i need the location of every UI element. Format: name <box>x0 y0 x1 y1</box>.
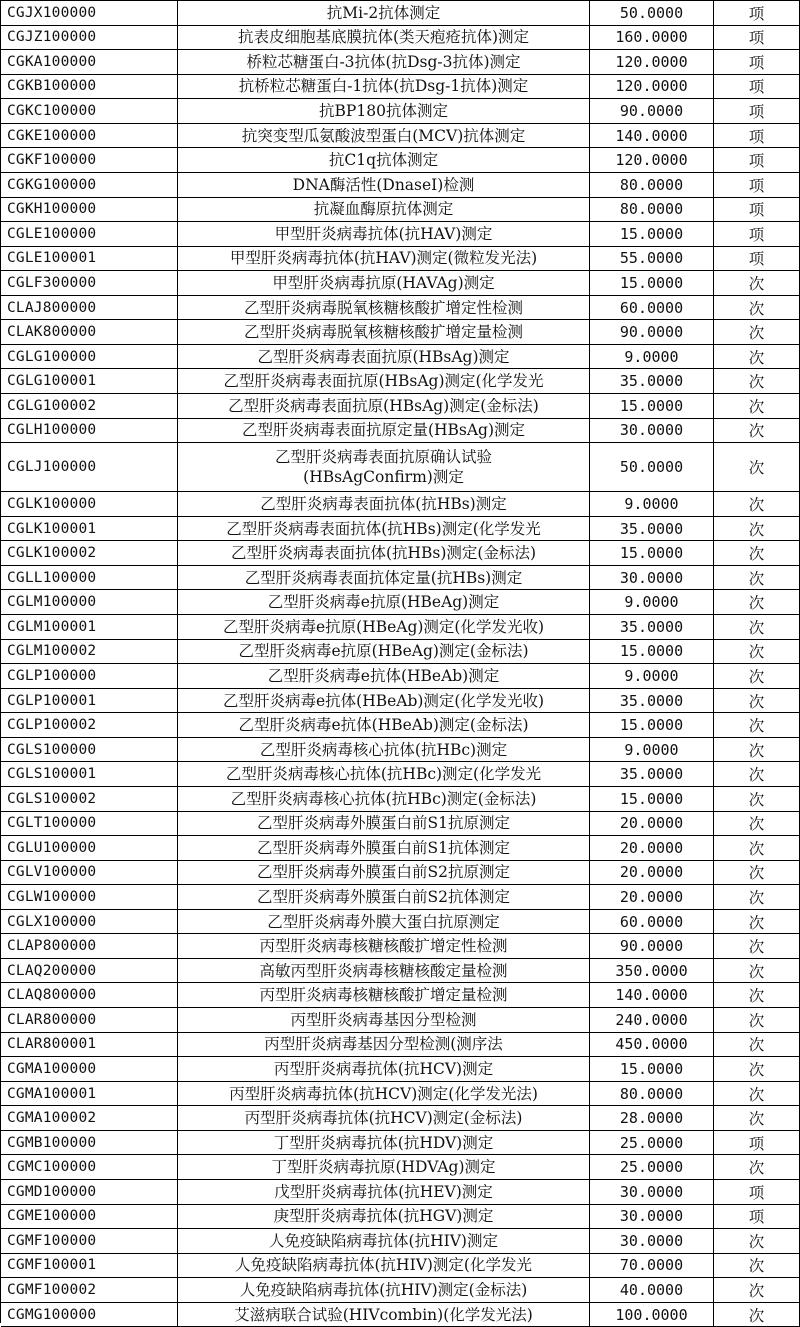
item-price: 60.0000 <box>590 910 714 934</box>
item-unit: 次 <box>714 1082 800 1106</box>
item-unit: 次 <box>714 517 800 541</box>
item-price: 15.0000 <box>590 222 714 246</box>
table-row <box>1 1008 800 1033</box>
item-name: 桥粒芯糖蛋白-3抗体(抗Dsg-3抗体)测定 <box>178 50 590 74</box>
item-price: 140.0000 <box>590 983 714 1007</box>
item-name-line: 乙型肝炎病毒表面抗原确认试验 <box>274 448 492 467</box>
item-code: CGLK100001 <box>1 517 178 541</box>
item-price: 80.0000 <box>590 173 714 197</box>
item-name: 乙型肝炎病毒表面抗原(HBsAg)测定(化学发光 <box>178 369 590 393</box>
item-name: 乙型肝炎病毒e抗体(HBeAb)测定(化学发光收) <box>178 689 590 713</box>
item-code: CGMA100000 <box>1 1057 178 1081</box>
item-code: CGLW100000 <box>1 885 178 909</box>
item-name: 乙型肝炎病毒表面抗原定量(HBsAg)测定 <box>178 419 590 443</box>
item-code: CGMF100001 <box>1 1254 178 1278</box>
item-unit: 次 <box>714 566 800 590</box>
table-row <box>1 762 800 787</box>
item-price: 30.0000 <box>590 1205 714 1229</box>
item-unit: 次 <box>714 419 800 443</box>
item-price: 15.0000 <box>590 787 714 811</box>
item-name: 丙型肝炎病毒抗体(抗HCV)测定(化学发光法) <box>178 1082 590 1106</box>
table-row <box>1 836 800 861</box>
item-unit: 项 <box>714 222 800 246</box>
item-price: 140.0000 <box>590 124 714 148</box>
table-row <box>1 394 800 419</box>
item-code: CGMD100000 <box>1 1180 178 1204</box>
item-unit: 项 <box>714 26 800 50</box>
item-price: 9.0000 <box>590 345 714 369</box>
item-name: 抗桥粒芯糖蛋白-1抗体(抗Dsg-1抗体)测定 <box>178 75 590 99</box>
item-code: CLAJ800000 <box>1 296 178 320</box>
item-code: CGLM100001 <box>1 615 178 639</box>
table-row <box>1 1205 800 1230</box>
item-code: CGJZ100000 <box>1 26 178 50</box>
item-code: CGKE100000 <box>1 124 178 148</box>
item-price: 30.0000 <box>590 1180 714 1204</box>
item-code: CGLG100001 <box>1 369 178 393</box>
item-price: 15.0000 <box>590 271 714 295</box>
table-row <box>1 959 800 984</box>
table-row <box>1 1033 800 1058</box>
item-code: CGLG100002 <box>1 394 178 418</box>
item-code: CGMC100000 <box>1 1155 178 1179</box>
item-name: 乙型肝炎病毒核心抗体(抗HBc)测定 <box>178 738 590 762</box>
table-row <box>1 419 800 444</box>
item-name: 乙型肝炎病毒e抗体(HBeAb)测定(金标法) <box>178 713 590 737</box>
item-code: CGLE100001 <box>1 247 178 271</box>
item-price: 35.0000 <box>590 615 714 639</box>
table-row <box>1 934 800 959</box>
item-price: 28.0000 <box>590 1106 714 1130</box>
item-price: 60.0000 <box>590 296 714 320</box>
item-price: 100.0000 <box>590 1303 714 1327</box>
item-name: 甲型肝炎病毒抗原(HAVAg)测定 <box>178 271 590 295</box>
item-price: 350.0000 <box>590 959 714 983</box>
item-name: 乙型肝炎病毒脱氧核糖核酸扩增定性检测 <box>178 296 590 320</box>
table-row <box>1 345 800 370</box>
item-price: 9.0000 <box>590 492 714 516</box>
item-price: 20.0000 <box>590 812 714 836</box>
table-row <box>1 1057 800 1082</box>
item-unit: 次 <box>714 1033 800 1057</box>
table-row <box>1 1155 800 1180</box>
item-unit: 次 <box>714 1254 800 1278</box>
item-name: 庚型肝炎病毒抗体(抗HGV)测定 <box>178 1205 590 1229</box>
item-code: CLAR800000 <box>1 1008 178 1032</box>
item-price: 80.0000 <box>590 198 714 222</box>
item-code: CGME100000 <box>1 1205 178 1229</box>
item-unit: 次 <box>714 861 800 885</box>
table-row <box>1 738 800 763</box>
table-row <box>1 713 800 738</box>
item-name: 艾滋病联合试验(HIVcombin)(化学发光法) <box>178 1303 590 1327</box>
table-row <box>1 173 800 198</box>
item-name: 丁型肝炎病毒抗体(抗HDV)测定 <box>178 1131 590 1155</box>
item-name: 抗凝血酶原抗体测定 <box>178 198 590 222</box>
item-unit: 项 <box>714 1131 800 1155</box>
item-price: 50.0000 <box>590 1 714 25</box>
item-name: 抗Mi-2抗体测定 <box>178 1 590 25</box>
item-price: 90.0000 <box>590 934 714 958</box>
item-unit: 次 <box>714 983 800 1007</box>
item-price: 55.0000 <box>590 247 714 271</box>
item-name-line: (HBsAgConfirm)测定 <box>303 468 464 487</box>
item-name: 丙型肝炎病毒核糖核酸扩增定量检测 <box>178 983 590 1007</box>
item-price: 30.0000 <box>590 1229 714 1253</box>
item-price: 15.0000 <box>590 713 714 737</box>
item-code: CGLS100002 <box>1 787 178 811</box>
item-code: CGJX100000 <box>1 1 178 25</box>
item-price: 450.0000 <box>590 1033 714 1057</box>
item-unit: 次 <box>714 492 800 516</box>
item-unit: 次 <box>714 664 800 688</box>
item-price: 25.0000 <box>590 1131 714 1155</box>
item-code: CGMA100002 <box>1 1106 178 1130</box>
item-name: 乙型肝炎病毒e抗原(HBeAg)测定(金标法) <box>178 640 590 664</box>
table-row <box>1 910 800 935</box>
table-row <box>1 664 800 689</box>
item-unit: 次 <box>714 689 800 713</box>
item-name: 乙型肝炎病毒表面抗体(抗HBs)测定(金标法) <box>178 541 590 565</box>
item-code: CGLM100000 <box>1 590 178 614</box>
item-code: CGLJ100000 <box>1 443 178 491</box>
item-unit: 次 <box>714 1278 800 1302</box>
item-code: CGLS100000 <box>1 738 178 762</box>
item-unit: 次 <box>714 713 800 737</box>
table-row <box>1 885 800 910</box>
item-unit: 次 <box>714 345 800 369</box>
item-name: 抗突变型瓜氨酸波型蛋白(MCV)抗体测定 <box>178 124 590 148</box>
item-price: 120.0000 <box>590 75 714 99</box>
item-unit: 次 <box>714 959 800 983</box>
item-name: 乙型肝炎病毒外膜大蛋白抗原测定 <box>178 910 590 934</box>
item-price: 120.0000 <box>590 148 714 172</box>
table-row <box>1 517 800 542</box>
table-row <box>1 296 800 321</box>
item-code: CGKA100000 <box>1 50 178 74</box>
item-code: CGKB100000 <box>1 75 178 99</box>
item-price: 15.0000 <box>590 394 714 418</box>
item-unit: 次 <box>714 762 800 786</box>
item-name: 乙型肝炎病毒e抗体(HBeAb)测定 <box>178 664 590 688</box>
item-price: 15.0000 <box>590 1057 714 1081</box>
table-row <box>1 222 800 247</box>
item-code: CGMF100002 <box>1 1278 178 1302</box>
table-row <box>1 198 800 223</box>
item-price: 30.0000 <box>590 419 714 443</box>
table-row <box>1 590 800 615</box>
table-row <box>1 320 800 345</box>
item-unit: 次 <box>714 1229 800 1253</box>
item-code: CLAP800000 <box>1 934 178 958</box>
item-unit: 次 <box>714 1106 800 1130</box>
item-price: 90.0000 <box>590 99 714 123</box>
item-name: 乙型肝炎病毒表面抗体定量(抗HBs)测定 <box>178 566 590 590</box>
item-name: 乙型肝炎病毒表面抗原(HBsAg)测定 <box>178 345 590 369</box>
table-row <box>1 247 800 272</box>
item-name: 丁型肝炎病毒抗原(HDVAg)测定 <box>178 1155 590 1179</box>
item-price: 9.0000 <box>590 590 714 614</box>
item-unit: 次 <box>714 934 800 958</box>
item-name <box>178 443 590 491</box>
item-unit: 次 <box>714 836 800 860</box>
table-row <box>1 99 800 124</box>
item-code: CGLE100000 <box>1 222 178 246</box>
item-unit: 次 <box>714 443 800 491</box>
item-name: 乙型肝炎病毒表面抗体(抗HBs)测定(化学发光 <box>178 517 590 541</box>
table-row <box>1 566 800 591</box>
table-row <box>1 75 800 100</box>
table-row <box>1 787 800 812</box>
item-name: 抗C1q抗体测定 <box>178 148 590 172</box>
item-name: 甲型肝炎病毒抗体(抗HAV)测定 <box>178 222 590 246</box>
item-code: CGLU100000 <box>1 836 178 860</box>
item-code: CGLG100000 <box>1 345 178 369</box>
item-code: CGLP100001 <box>1 689 178 713</box>
item-price: 30.0000 <box>590 566 714 590</box>
item-unit: 次 <box>714 1303 800 1327</box>
item-code: CGLT100000 <box>1 812 178 836</box>
item-code: CGMG100000 <box>1 1303 178 1327</box>
item-code: CLAR800001 <box>1 1033 178 1057</box>
item-unit: 次 <box>714 1008 800 1032</box>
item-code: CGKG100000 <box>1 173 178 197</box>
item-price: 25.0000 <box>590 1155 714 1179</box>
item-price: 20.0000 <box>590 885 714 909</box>
item-price: 50.0000 <box>590 443 714 491</box>
item-name: 丙型肝炎病毒核糖核酸扩增定性检测 <box>178 934 590 958</box>
item-unit: 次 <box>714 615 800 639</box>
item-price: 15.0000 <box>590 541 714 565</box>
table-row <box>1 1 800 26</box>
item-code: CGMA100001 <box>1 1082 178 1106</box>
table-row <box>1 640 800 665</box>
item-unit: 次 <box>714 394 800 418</box>
item-price: 9.0000 <box>590 664 714 688</box>
item-name: 乙型肝炎病毒外膜蛋白前S2抗体测定 <box>178 885 590 909</box>
item-unit: 次 <box>714 885 800 909</box>
item-name: 丙型肝炎病毒基因分型检测 <box>178 1008 590 1032</box>
table-row <box>1 812 800 837</box>
table-row <box>1 983 800 1008</box>
table-row <box>1 1254 800 1279</box>
table-row <box>1 124 800 149</box>
table-row <box>1 1131 800 1156</box>
item-price: 35.0000 <box>590 762 714 786</box>
item-name: 乙型肝炎病毒表面抗体(抗HBs)测定 <box>178 492 590 516</box>
item-price: 9.0000 <box>590 738 714 762</box>
item-price: 35.0000 <box>590 689 714 713</box>
item-unit: 次 <box>714 787 800 811</box>
item-name: 戊型肝炎病毒抗体(抗HEV)测定 <box>178 1180 590 1204</box>
table-row <box>1 148 800 173</box>
item-unit: 项 <box>714 148 800 172</box>
item-price: 70.0000 <box>590 1254 714 1278</box>
item-unit: 次 <box>714 296 800 320</box>
item-code: CGLP100002 <box>1 713 178 737</box>
item-name: 乙型肝炎病毒e抗原(HBeAg)测定 <box>178 590 590 614</box>
item-code: CGKC100000 <box>1 99 178 123</box>
table-row <box>1 271 800 296</box>
item-price: 20.0000 <box>590 861 714 885</box>
item-unit: 项 <box>714 50 800 74</box>
item-unit: 项 <box>714 198 800 222</box>
item-name: 人免疫缺陷病毒抗体(抗HIV)测定(金标法) <box>178 1278 590 1302</box>
item-name: 抗BP180抗体测定 <box>178 99 590 123</box>
table-row <box>1 1180 800 1205</box>
item-code: CLAK800000 <box>1 320 178 344</box>
item-price: 35.0000 <box>590 369 714 393</box>
item-code: CGMB100000 <box>1 1131 178 1155</box>
table-row <box>1 26 800 51</box>
item-unit: 次 <box>714 910 800 934</box>
table-row <box>1 1106 800 1131</box>
item-price: 40.0000 <box>590 1278 714 1302</box>
item-price: 20.0000 <box>590 836 714 860</box>
item-unit: 次 <box>714 738 800 762</box>
item-code: CGLK100000 <box>1 492 178 516</box>
table-row <box>1 492 800 517</box>
item-unit: 次 <box>714 541 800 565</box>
item-name: 丙型肝炎病毒抗体(抗HCV)测定 <box>178 1057 590 1081</box>
item-unit: 次 <box>714 1057 800 1081</box>
item-unit: 项 <box>714 247 800 271</box>
item-name: 乙型肝炎病毒e抗原(HBeAg)测定(化学发光收) <box>178 615 590 639</box>
item-code: CGLS100001 <box>1 762 178 786</box>
item-unit: 次 <box>714 1155 800 1179</box>
table-row <box>1 1229 800 1254</box>
item-unit: 次 <box>714 590 800 614</box>
item-code: CLAQ800000 <box>1 983 178 1007</box>
item-price: 35.0000 <box>590 517 714 541</box>
item-code: CGLL100000 <box>1 566 178 590</box>
item-unit: 次 <box>714 320 800 344</box>
item-name: 乙型肝炎病毒外膜蛋白前S1抗体测定 <box>178 836 590 860</box>
item-price: 240.0000 <box>590 1008 714 1032</box>
item-unit: 项 <box>714 1 800 25</box>
item-unit: 次 <box>714 271 800 295</box>
table-row <box>1 443 800 492</box>
item-unit: 次 <box>714 640 800 664</box>
item-code: CGLM100002 <box>1 640 178 664</box>
item-price: 15.0000 <box>590 640 714 664</box>
item-name: 乙型肝炎病毒表面抗原(HBsAg)测定(金标法) <box>178 394 590 418</box>
item-name: 丙型肝炎病毒基因分型检测(测序法 <box>178 1033 590 1057</box>
item-code: CGLH100000 <box>1 419 178 443</box>
item-unit: 项 <box>714 99 800 123</box>
table-row <box>1 1082 800 1107</box>
item-unit: 项 <box>714 75 800 99</box>
item-code: CGLV100000 <box>1 861 178 885</box>
item-code: CGLF300000 <box>1 271 178 295</box>
item-unit: 项 <box>714 1205 800 1229</box>
table-row <box>1 615 800 640</box>
item-code: CLAQ200000 <box>1 959 178 983</box>
table-row <box>1 50 800 75</box>
table-row <box>1 369 800 394</box>
item-code: CGMF100000 <box>1 1229 178 1253</box>
item-name: 乙型肝炎病毒脱氧核糖核酸扩增定量检测 <box>178 320 590 344</box>
item-price: 90.0000 <box>590 320 714 344</box>
item-name: 乙型肝炎病毒核心抗体(抗HBc)测定(金标法) <box>178 787 590 811</box>
item-price: 120.0000 <box>590 50 714 74</box>
item-code: CGKH100000 <box>1 198 178 222</box>
item-name: 丙型肝炎病毒抗体(抗HCV)测定(金标法) <box>178 1106 590 1130</box>
item-code: CGLX100000 <box>1 910 178 934</box>
item-name: 甲型肝炎病毒抗体(抗HAV)测定(微粒发光法) <box>178 247 590 271</box>
item-name: DNA酶活性(DnaseI)检测 <box>178 173 590 197</box>
item-price: 80.0000 <box>590 1082 714 1106</box>
item-name: 人免疫缺陷病毒抗体(抗HIV)测定(化学发光 <box>178 1254 590 1278</box>
item-unit: 项 <box>714 124 800 148</box>
item-unit: 次 <box>714 369 800 393</box>
item-unit: 项 <box>714 1180 800 1204</box>
item-unit: 项 <box>714 173 800 197</box>
item-unit: 次 <box>714 812 800 836</box>
item-code: CGLK100002 <box>1 541 178 565</box>
table-row <box>1 1303 800 1327</box>
item-name: 人免疫缺陷病毒抗体(抗HIV)测定 <box>178 1229 590 1253</box>
item-name: 乙型肝炎病毒外膜蛋白前S1抗原测定 <box>178 812 590 836</box>
item-price: 160.0000 <box>590 26 714 50</box>
table-row <box>1 861 800 886</box>
item-code: CGLP100000 <box>1 664 178 688</box>
table-row <box>1 1278 800 1303</box>
item-name: 乙型肝炎病毒外膜蛋白前S2抗原测定 <box>178 861 590 885</box>
item-name: 抗表皮细胞基底膜抗体(类天疱疮抗体)测定 <box>178 26 590 50</box>
table-row <box>1 689 800 714</box>
item-code: CGKF100000 <box>1 148 178 172</box>
item-name: 乙型肝炎病毒核心抗体(抗HBc)测定(化学发光 <box>178 762 590 786</box>
item-name: 高敏丙型肝炎病毒核糖核酸定量检测 <box>178 959 590 983</box>
table-row <box>1 541 800 566</box>
